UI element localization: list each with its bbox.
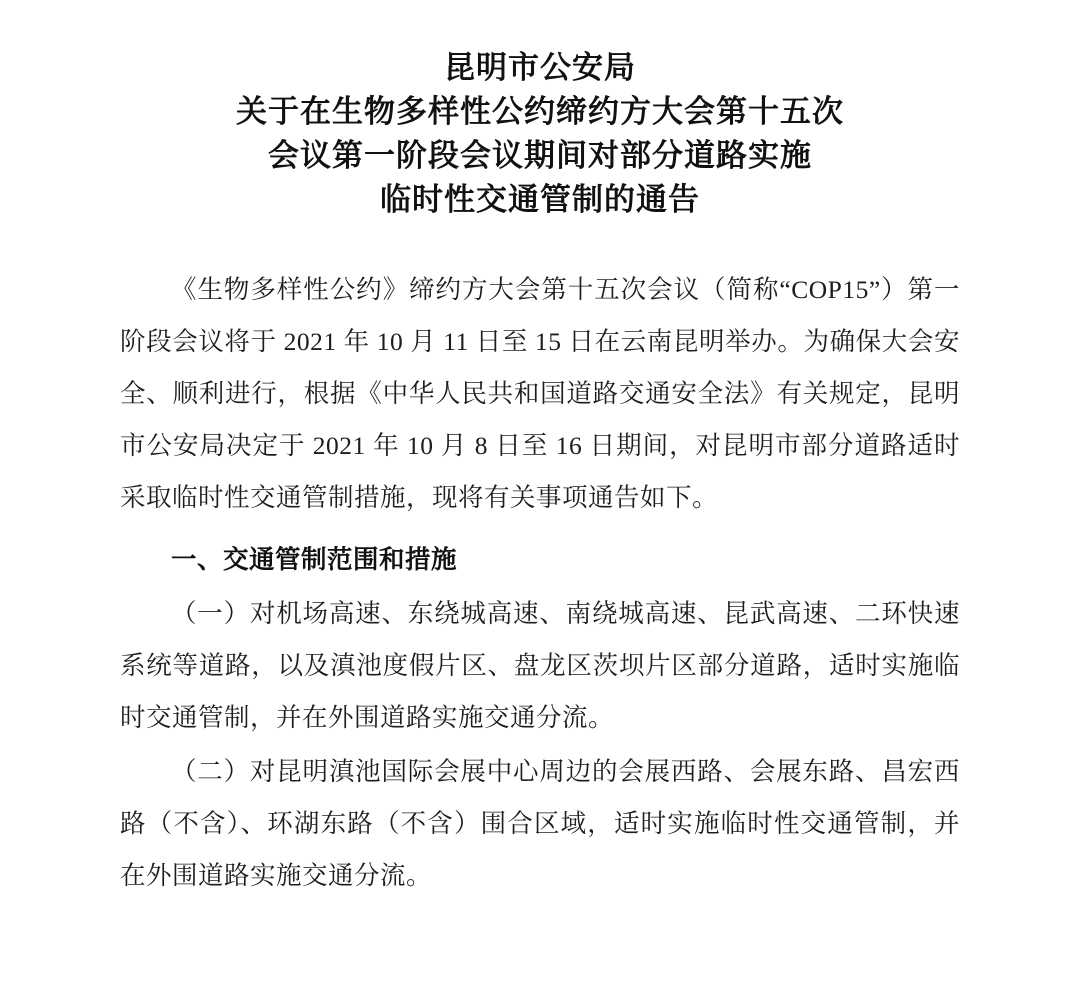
paragraph-intro: 《生物多样性公约》缔约方大会第十五次会议（简称“COP15”）第一阶段会议将于 2021 年 10 月 11 日至 15 日在云南昆明举办。为确保大会安全、顺利进行，根据《中华人民共和国道路交通安全法》有关规定，昆明市公安局决定于 2021 年 10 月 8 日至 16 日期间，对昆明市部分道路适时采取临时性交通管制措施，现将有关事项通告如下。 (120, 275, 960, 512)
paragraph-item-2: （二）对昆明滇池国际会展中心周边的会展西路、会展东路、昌宏西路（不含）、环湖东路（不含）围合区域，适时实施临时性交通管制，并在外围道路实施交通分流。 (120, 757, 960, 890)
title-line-2: 关于在生物多样性公约缔约方大会第十五次 (236, 94, 844, 129)
document-body (120, 264, 960, 902)
section-heading-1: 一、交通管制范围和措施 (171, 546, 458, 574)
title-line-1: 昆明市公安局 (444, 50, 636, 85)
paragraph-item-1: （一）对机场高速、东绕城高速、南绕城高速、昆武高速、二环快速系统等道路，以及滇池度假片区、盘龙区茨坝片区部分道路，适时实施临时交通管制，并在外围道路实施交通分流。 (120, 599, 960, 732)
title-line-4: 临时性交通管制的通告 (380, 182, 700, 217)
title-line-3: 会议第一阶段会议期间对部分道路实施 (268, 138, 812, 173)
page-title (120, 36, 960, 222)
